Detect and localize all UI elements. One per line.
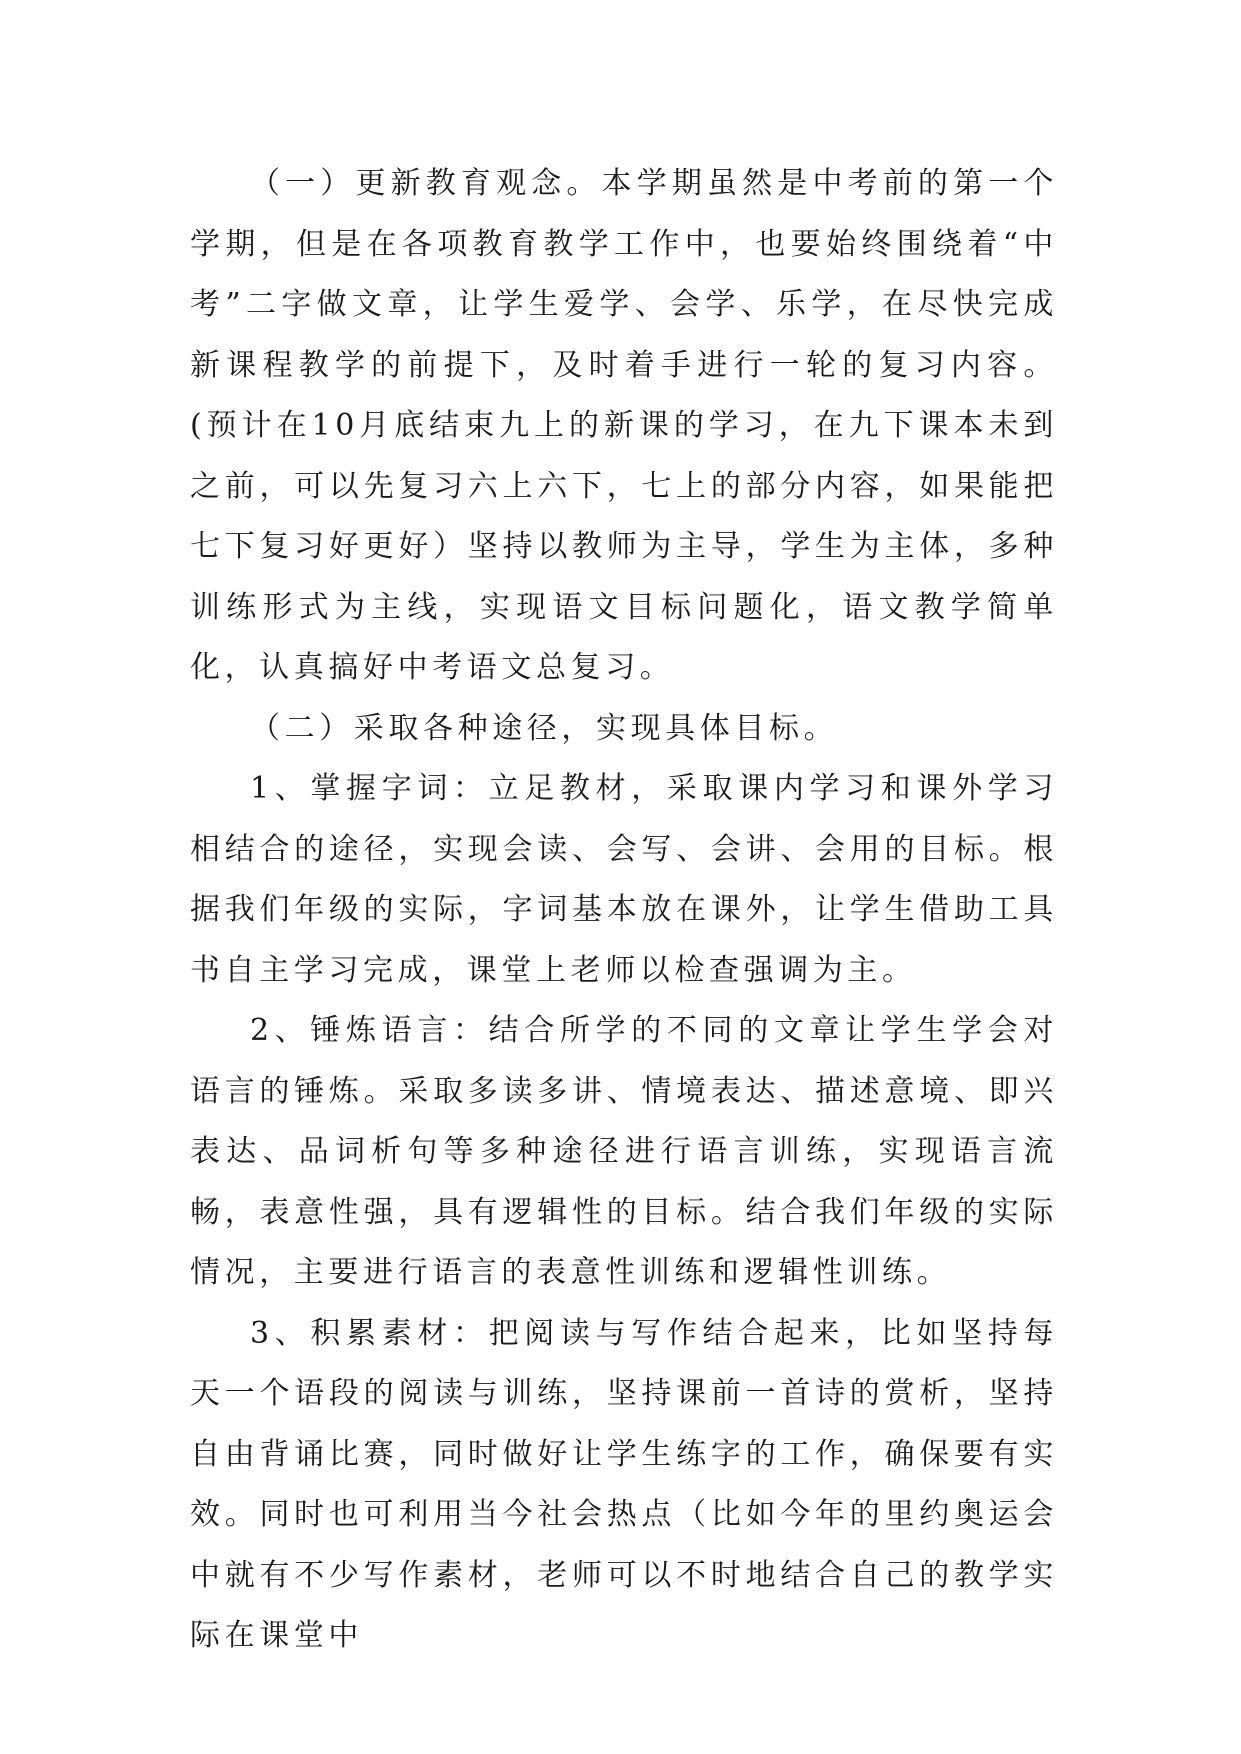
paragraph-various-approaches: （二）采取各种途径，实现具体目标。 <box>250 710 839 746</box>
paragraph-master-words: 1、掌握字词：立足教材，采取课内学习和课外学习相结合的途径，实现会读、会写、会讲、会用的目标。根据我们年级的实际，字词基本放在课外，让学生借助工具书自主学习完成，课堂上老师以检查强调为主。 <box>190 771 1058 988</box>
document-page <box>190 154 1058 1667</box>
paragraph-update-concepts: （一）更新教育观念。本学期虽然是中考前的第一个学期，但是在各项教育教学工作中，也要始终围绕着“中考”二字做文章，让学生爱学、会学、乐学，在尽快完成新课程教学的前提下，及时着手进行一轮的复习内容。(预计在10月底结束九上的新课的学习，在九下课本未到之前，可以先复习六上六下，七上的部分内容，如果能把七下复习好更好）坚持以教师为主导，学生为主体，多种训练形式为主线，实现语文目标问题化，语文教学简单化，认真搞好中考语文总复习。 <box>190 166 1058 685</box>
paragraph-accumulate-material: 3、积累素材：把阅读与写作结合起来，比如坚持每天一个语段的阅读与训练，坚持课前一首诗的赏析，坚持自由背诵比赛，同时做好让学生练字的工作，确保要有实效。同时也可利用当今社会热点（比如今年的里约奥运会中就有不少写作素材，老师可以不时地结合自己的教学实际在课堂中 <box>190 1315 1058 1653</box>
paragraph-refine-language: 2、锤炼语言：结合所学的不同的文章让学生学会对语言的锤炼。采取多读多讲、情境表达、描述意境、即兴表达、品词析句等多种途径进行语言训练，实现语言流畅，表意性强，具有逻辑性的目标。结合我们年级的实际情况，主要进行语言的表意性训练和逻辑性训练。 <box>190 1013 1058 1290</box>
